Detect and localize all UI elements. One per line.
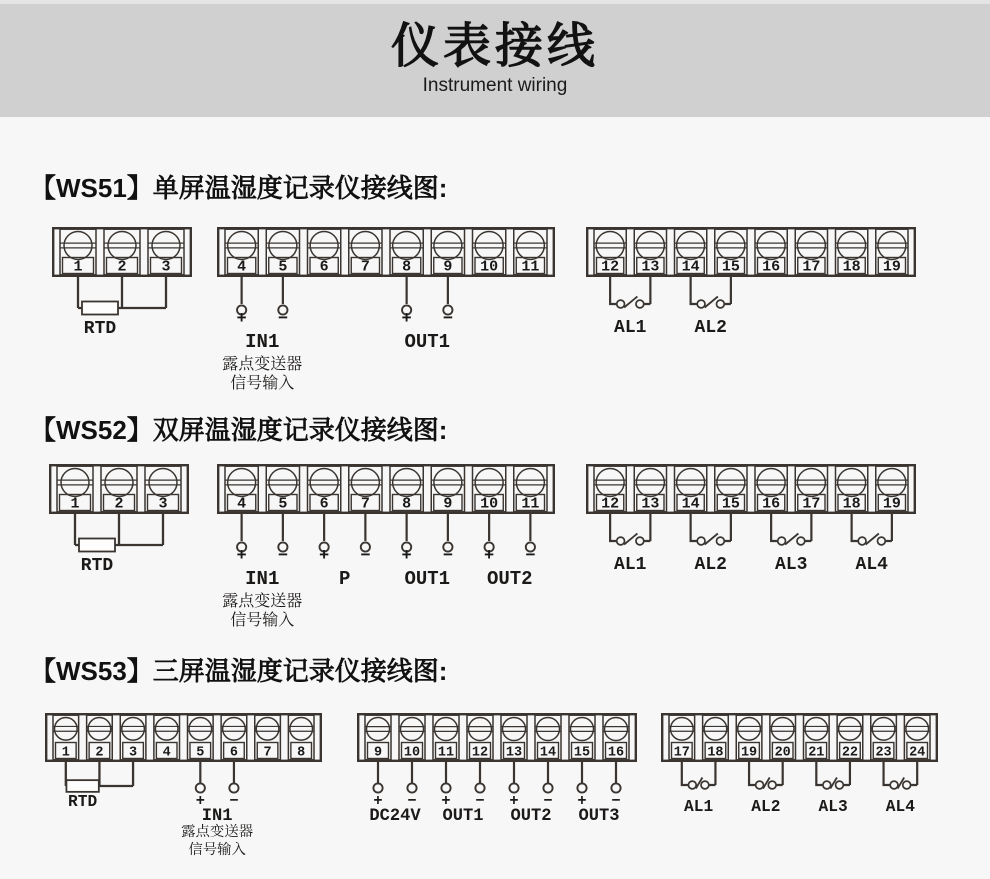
screw-icon — [503, 718, 526, 741]
relay-label: AL2 — [694, 318, 727, 338]
screw-slot-lines — [225, 480, 258, 485]
terminal-number: 12 — [471, 745, 489, 761]
screw-slot-lines — [569, 727, 595, 732]
screw-icon — [516, 232, 544, 260]
section-title-ws51: 【WS51】单屏温湿度记录仪接线图: — [30, 173, 448, 203]
pin-sign: − — [360, 547, 371, 566]
terminal-number: 23 — [875, 745, 892, 761]
io-label: OUT1 — [404, 568, 451, 590]
terminal-number: 2 — [117, 258, 127, 276]
screw-slot-lines — [101, 480, 137, 485]
screw-icon — [351, 469, 379, 497]
screw-icon — [872, 718, 895, 741]
terminal-number: 11 — [521, 495, 540, 513]
screw-slot-lines — [467, 727, 493, 732]
relay-contact-circle — [716, 537, 724, 545]
screw-slot-lines — [390, 243, 423, 248]
screw-slot-lines — [145, 480, 181, 485]
screw-slot-lines — [148, 243, 184, 248]
screw-icon — [797, 469, 825, 497]
screw-slot-lines — [736, 726, 762, 731]
screw-slot-lines — [715, 243, 747, 248]
terminal-number: 15 — [721, 258, 740, 276]
pin-sign: − — [543, 792, 553, 810]
terminal-number: 14 — [681, 495, 700, 513]
terminal-number: 17 — [802, 495, 821, 513]
terminal-number: 17 — [802, 258, 821, 276]
screw-slot-lines — [703, 726, 729, 731]
terminal-block-ws51-2 — [197, 227, 575, 402]
screw-slot-lines — [308, 480, 341, 485]
screw-slot-lines — [53, 726, 79, 731]
terminal-block-outline — [358, 714, 636, 761]
screw-icon — [677, 469, 705, 497]
screw-slot-lines — [836, 243, 868, 248]
relay-contact-circle — [617, 537, 625, 545]
pin-sign: + — [373, 792, 383, 810]
relay-label: AL3 — [818, 798, 848, 816]
relay-wire — [884, 762, 918, 785]
relay-contact-circle — [716, 300, 724, 308]
screw-slot-lines — [634, 480, 666, 485]
pin-sign: + — [401, 310, 412, 329]
screw-icon — [269, 232, 297, 260]
rtd-resistor — [82, 302, 118, 315]
relay-contact-circle — [697, 537, 705, 545]
terminal-number: 9 — [373, 745, 383, 761]
screw-slot-lines — [87, 726, 113, 731]
screw-icon — [367, 718, 390, 741]
terminal-number: 9 — [443, 258, 453, 276]
terminal-number: 5 — [196, 745, 205, 761]
terminal-number: 3 — [161, 258, 171, 276]
terminal-number: 16 — [762, 495, 781, 513]
terminal-number: 7 — [360, 495, 370, 513]
screw-icon — [122, 718, 145, 741]
screw-slot-lines — [795, 480, 827, 485]
io-label: OUT1 — [404, 331, 451, 353]
terminal-number: 12 — [601, 258, 620, 276]
relay-label: AL2 — [694, 555, 727, 575]
screw-icon — [605, 718, 628, 741]
terminal-number: 18 — [842, 495, 861, 513]
terminal-number: 7 — [263, 745, 272, 761]
terminal-block-outline — [46, 714, 321, 761]
relay-blade — [866, 534, 879, 545]
rtd-label: RTD — [83, 319, 117, 339]
screw-icon — [571, 718, 594, 741]
page-title: 仪表接线 — [390, 20, 599, 73]
relay-wire — [852, 514, 892, 541]
pin-sign: + — [484, 547, 495, 566]
relay-label: AL4 — [855, 555, 888, 575]
screw-slot-lines — [876, 243, 908, 248]
terminal-number: 15 — [721, 495, 740, 513]
screw-icon — [434, 232, 462, 260]
terminal-number: 8 — [402, 258, 412, 276]
screw-icon — [269, 469, 297, 497]
relay-contact-circle — [877, 537, 885, 545]
relay-contact-circle — [617, 300, 625, 308]
terminal-number: 21 — [808, 745, 825, 761]
terminal-number: 6 — [229, 745, 238, 761]
pin-sign: + — [577, 792, 587, 810]
pin-sign: + — [509, 792, 519, 810]
screw-slot-lines — [871, 726, 897, 731]
terminal-block-outline — [662, 714, 937, 761]
terminal-number: 19 — [882, 495, 901, 513]
terminal-number: 12 — [601, 495, 620, 513]
screw-slot-lines — [154, 726, 180, 731]
io-sublabel: 信号输入 — [188, 842, 246, 858]
screw-icon — [516, 469, 544, 497]
screw-slot-lines — [755, 480, 787, 485]
relay-wire — [610, 514, 650, 541]
relay-contact-circle — [890, 781, 898, 789]
pin-sign: − — [277, 310, 288, 329]
screw-slot-lines — [514, 243, 547, 248]
screw-slot-lines — [755, 243, 787, 248]
relay-contact-circle — [768, 781, 776, 789]
header-top-strip — [0, 0, 990, 4]
screw-icon — [677, 232, 705, 260]
screw-icon — [88, 718, 111, 741]
relay-label: AL1 — [684, 798, 714, 816]
screw-slot-lines — [188, 726, 214, 731]
screw-icon — [155, 718, 178, 741]
screw-slot-lines — [795, 243, 827, 248]
screw-icon — [771, 718, 794, 741]
relay-contact-circle — [858, 537, 866, 545]
terminal-number: 11 — [437, 745, 455, 761]
io-sublabel: 信号输入 — [230, 375, 295, 392]
rtd-label: RTD — [80, 556, 114, 576]
terminal-number: 20 — [774, 745, 791, 761]
terminal-block-ws53-3 — [641, 713, 958, 868]
terminal-number: 22 — [841, 745, 859, 761]
terminal-block-ws51-3 — [566, 227, 936, 402]
terminal-number: 14 — [539, 745, 557, 761]
relay-contact-circle — [636, 537, 644, 545]
screw-icon — [838, 469, 866, 497]
screw-slot-lines — [594, 480, 626, 485]
pin-sign: − — [442, 547, 453, 566]
relay-wire — [816, 762, 850, 785]
terminal-number: 7 — [360, 258, 370, 276]
screw-icon — [149, 469, 177, 497]
terminal-number: 6 — [319, 495, 329, 513]
screw-slot-lines — [535, 727, 561, 732]
terminal-number: 17 — [673, 745, 690, 761]
screw-slot-lines — [594, 243, 626, 248]
relay-wire — [610, 277, 650, 304]
relay-contact-circle — [688, 781, 696, 789]
terminal-number: 1 — [73, 258, 83, 276]
screw-icon — [596, 469, 624, 497]
screw-icon — [671, 718, 694, 741]
relay-contact-circle — [701, 781, 709, 789]
screw-icon — [61, 469, 89, 497]
screw-icon — [434, 469, 462, 497]
screw-icon — [878, 232, 906, 260]
screw-slot-lines — [675, 243, 707, 248]
screw-slot-lines — [876, 480, 908, 485]
relay-contact-circle — [903, 781, 911, 789]
terminal-number: 3 — [158, 495, 168, 513]
screw-icon — [839, 718, 862, 741]
terminal-number: 2 — [95, 745, 104, 761]
screw-slot-lines — [60, 243, 96, 248]
screw-icon — [757, 232, 785, 260]
screw-icon — [636, 232, 664, 260]
screw-slot-lines — [225, 243, 258, 248]
io-label: P — [339, 568, 351, 590]
screw-icon — [435, 718, 458, 741]
io-sublabel: 露点变送器 — [222, 356, 303, 373]
screw-icon — [55, 718, 78, 741]
screw-slot-lines — [221, 726, 247, 731]
terminal-block-ws53-1 — [25, 713, 342, 868]
terminal-number: 16 — [762, 258, 781, 276]
section-title-ws53: 【WS53】三屏温湿度记录仪接线图: — [30, 656, 448, 686]
terminal-number: 16 — [607, 745, 625, 761]
screw-slot-lines — [770, 726, 796, 731]
io-label: IN1 — [245, 331, 280, 353]
terminal-number: 11 — [521, 258, 540, 276]
io-sublabel: 露点变送器 — [181, 824, 254, 840]
terminal-number: 4 — [237, 258, 247, 276]
screw-icon — [475, 469, 503, 497]
screw-slot-lines — [473, 243, 506, 248]
terminal-block-ws52-1 — [29, 464, 209, 639]
screw-slot-lines — [349, 243, 382, 248]
relay-contact-circle — [823, 781, 831, 789]
screw-slot-lines — [390, 480, 423, 485]
terminal-number: 15 — [573, 745, 591, 761]
relay-wire — [691, 277, 731, 304]
section-title-ws52: 【WS52】双屏温湿度记录仪接线图: — [30, 415, 448, 445]
screw-icon — [152, 232, 180, 260]
pin-sign: − — [611, 792, 621, 810]
screw-slot-lines — [634, 243, 666, 248]
io-label: IN1 — [201, 807, 233, 826]
screw-slot-lines — [501, 727, 527, 732]
terminal-number: 10 — [480, 495, 499, 513]
screw-icon — [805, 718, 828, 741]
rtd-resistor — [79, 539, 115, 552]
screw-slot-lines — [266, 480, 299, 485]
terminal-number: 24 — [909, 745, 926, 761]
screw-icon — [596, 232, 624, 260]
screw-slot-lines — [431, 243, 464, 248]
screw-icon — [189, 718, 212, 741]
screw-slot-lines — [473, 480, 506, 485]
pin-sign: − — [277, 547, 288, 566]
relay-wire — [771, 514, 811, 541]
relay-blade — [705, 534, 718, 545]
relay-wire — [749, 762, 783, 785]
io-label: DC24V — [369, 807, 421, 826]
terminal-block-ws52-2 — [197, 464, 575, 639]
screw-icon — [906, 718, 929, 741]
rtd-resistor — [66, 780, 98, 792]
terminal-number: 2 — [114, 495, 124, 513]
terminal-number: 19 — [882, 258, 901, 276]
screw-icon — [310, 232, 338, 260]
pin-sign: − — [407, 792, 417, 810]
screw-slot-lines — [120, 726, 146, 731]
screw-slot-lines — [669, 726, 695, 731]
terminal-number: 9 — [443, 495, 453, 513]
screw-icon — [838, 232, 866, 260]
terminal-number: 18 — [842, 258, 861, 276]
screw-icon — [401, 718, 424, 741]
screw-slot-lines — [308, 243, 341, 248]
screw-icon — [310, 469, 338, 497]
terminal-number: 8 — [402, 495, 412, 513]
terminal-number: 8 — [297, 745, 306, 761]
screw-slot-lines — [433, 727, 459, 732]
terminal-block-ws52-3 — [566, 464, 936, 639]
terminal-number: 13 — [641, 258, 660, 276]
screw-icon — [256, 718, 279, 741]
screw-icon — [64, 232, 92, 260]
terminal-number: 1 — [70, 495, 80, 513]
relay-contact-circle — [778, 537, 786, 545]
terminal-block-ws51-1 — [32, 227, 212, 402]
relay-blade — [624, 297, 637, 308]
screw-slot-lines — [399, 727, 425, 732]
screw-slot-lines — [288, 726, 314, 731]
screw-icon — [108, 232, 136, 260]
relay-contact-circle — [836, 781, 844, 789]
screw-icon — [105, 469, 133, 497]
terminal-number: 10 — [480, 258, 499, 276]
pin-sign: − — [525, 547, 536, 566]
relay-label: AL1 — [614, 318, 647, 338]
terminal-number: 13 — [505, 745, 523, 761]
terminal-number: 1 — [61, 745, 70, 761]
screw-icon — [351, 232, 379, 260]
screw-icon — [797, 232, 825, 260]
terminal-number: 4 — [237, 495, 247, 513]
screw-icon — [738, 718, 761, 741]
io-sublabel: 露点变送器 — [222, 593, 303, 610]
screw-icon — [228, 469, 256, 497]
terminal-number: 19 — [740, 745, 758, 761]
pin-sign: − — [442, 310, 453, 329]
relay-label: AL3 — [775, 555, 808, 575]
screw-icon — [223, 718, 246, 741]
screw-icon — [537, 718, 560, 741]
screw-slot-lines — [837, 726, 863, 731]
pin-sign: + — [319, 547, 330, 566]
pin-sign: + — [236, 310, 247, 329]
screw-slot-lines — [255, 726, 281, 731]
relay-label: AL2 — [751, 798, 781, 816]
screw-slot-lines — [349, 480, 382, 485]
screw-slot-lines — [365, 727, 391, 732]
relay-wire — [691, 514, 731, 541]
screw-slot-lines — [57, 480, 93, 485]
terminal-number: 13 — [641, 495, 660, 513]
screw-slot-lines — [603, 727, 629, 732]
pin-sign: + — [195, 792, 205, 810]
screw-icon — [290, 718, 313, 741]
io-label: OUT2 — [486, 568, 533, 590]
io-label: OUT2 — [510, 807, 552, 826]
io-label: OUT1 — [442, 807, 484, 826]
relay-label: AL1 — [614, 555, 647, 575]
relay-contact-circle — [797, 537, 805, 545]
terminal-block-ws53-2 — [337, 713, 657, 868]
screw-icon — [717, 469, 745, 497]
screw-slot-lines — [675, 480, 707, 485]
screw-icon — [704, 718, 727, 741]
rtd-label: RTD — [68, 793, 98, 811]
relay-label: AL4 — [885, 798, 915, 816]
terminal-number: 5 — [278, 258, 288, 276]
screw-icon — [469, 718, 492, 741]
io-label: IN1 — [245, 568, 280, 590]
terminal-number: 10 — [403, 745, 421, 761]
screw-icon — [393, 232, 421, 260]
pin-sign: + — [441, 792, 451, 810]
page-subtitle: Instrument wiring — [422, 75, 568, 96]
screw-icon — [636, 469, 664, 497]
relay-contact-circle — [756, 781, 764, 789]
relay-blade — [785, 534, 798, 545]
pin-sign: − — [229, 792, 239, 810]
pin-sign: − — [475, 792, 485, 810]
screw-slot-lines — [104, 243, 140, 248]
header-banner — [0, 0, 990, 117]
pin-sign: + — [401, 547, 412, 566]
relay-contact-circle — [636, 300, 644, 308]
io-sublabel: 信号输入 — [230, 612, 295, 629]
relay-contact-circle — [697, 300, 705, 308]
terminal-number: 3 — [129, 745, 138, 761]
screw-icon — [228, 232, 256, 260]
screw-slot-lines — [904, 726, 930, 731]
screw-icon — [757, 469, 785, 497]
screw-slot-lines — [804, 726, 830, 731]
relay-blade — [705, 297, 718, 308]
io-label: OUT3 — [578, 807, 620, 826]
relay-wire — [682, 762, 716, 785]
terminal-number: 6 — [319, 258, 329, 276]
relay-blade — [624, 534, 637, 545]
screw-slot-lines — [715, 480, 747, 485]
screw-slot-lines — [836, 480, 868, 485]
terminal-number: 5 — [278, 495, 288, 513]
screw-icon — [393, 469, 421, 497]
screw-slot-lines — [266, 243, 299, 248]
screw-slot-lines — [431, 480, 464, 485]
terminal-number: 18 — [707, 745, 724, 761]
screw-icon — [475, 232, 503, 260]
terminal-number: 4 — [162, 745, 171, 761]
terminal-number: 14 — [681, 258, 700, 276]
screw-slot-lines — [514, 480, 547, 485]
pin-sign: + — [236, 547, 247, 566]
screw-icon — [878, 469, 906, 497]
screw-icon — [717, 232, 745, 260]
